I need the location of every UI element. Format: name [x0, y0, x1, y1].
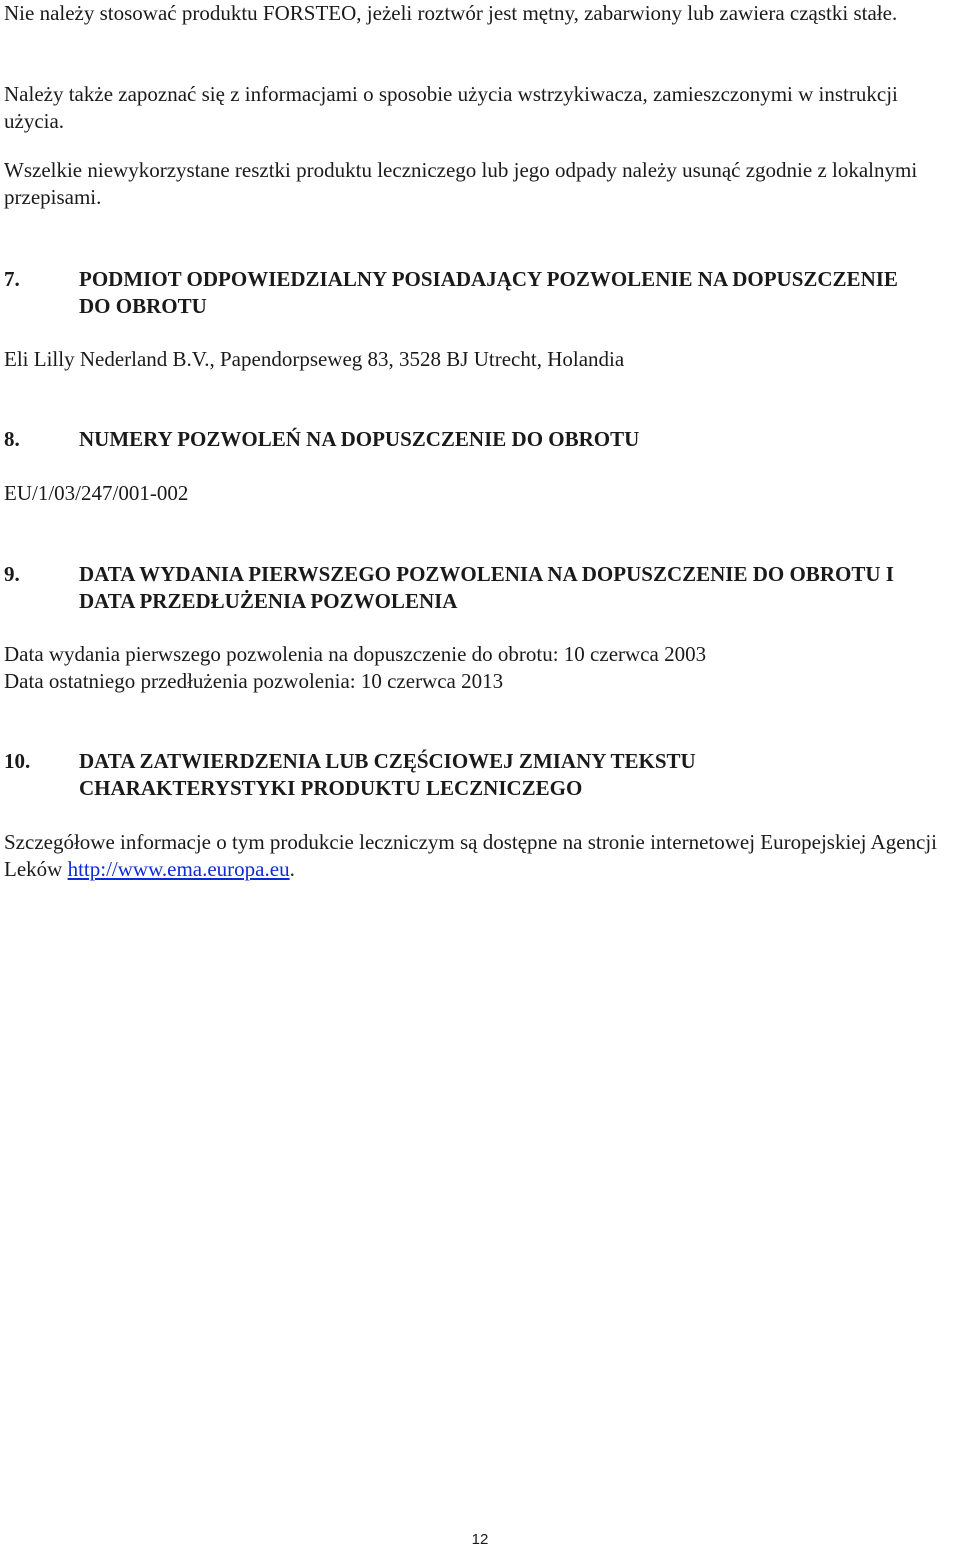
section-title: DATA ZATWIERDZENIA LUB CZĘŚCIOWEJ ZMIANY TEKSTU CHARAKTERYSTYKI PRODUKTU LECZNICZEGO — [79, 749, 696, 800]
ema-website-link[interactable]: http://www.ema.europa.eu — [67, 857, 290, 881]
section-8-heading — [4, 426, 944, 453]
section-10-heading — [4, 748, 944, 802]
section-number: 7. — [4, 267, 20, 291]
section-number: 8. — [4, 427, 20, 451]
section-10-body-end: . — [289, 857, 295, 881]
section-title: DATA WYDANIA PIERWSZEGO POZWOLENIA NA DOPUSZCZENIE DO OBROTU I DATA PRZEDŁUŻENIA POZWOLENIA — [79, 562, 894, 613]
section-9-first-authorisation: Data wydania pierwszego pozwolenia na dopuszczenie do obrotu: 10 czerwca 2003 — [4, 642, 707, 666]
section-title: PODMIOT ODPOWIEDZIALNY POSIADAJĄCY POZWOLENIE NA DOPUSZCZENIE DO OBROTU — [79, 267, 898, 318]
intro-paragraph-pen-instructions: Należy także zapoznać się z informacjami o sposobie użycia wstrzykiwacza, zamieszczonymi w instrukcji użycia. — [4, 82, 898, 133]
section-9-heading — [4, 561, 944, 615]
section-7-body: Eli Lilly Nederland B.V., Papendorpseweg 83, 3528 BJ Utrecht, Holandia — [4, 347, 625, 371]
section-title: NUMERY POZWOLEŃ NA DOPUSZCZENIE DO OBROTU — [79, 427, 640, 451]
section-number: 10. — [4, 749, 31, 773]
section-10-body — [4, 829, 958, 883]
section-number: 9. — [4, 562, 20, 586]
intro-paragraph-clarity: Nie należy stosować produktu FORSTEO, jeżeli roztwór jest mętny, zabarwiony lub zawiera cząstki stałe. — [4, 1, 898, 25]
intro-paragraph-disposal: Wszelkie niewykorzystane resztki produktu leczniczego lub jego odpady należy usunąć zgodnie z lokalnymi przepisami. — [4, 158, 918, 209]
section-7-heading — [4, 266, 944, 320]
section-9-last-renewal: Data ostatniego przedłużenia pozwolenia: 10 czerwca 2013 — [4, 669, 504, 693]
section-8-body: EU/1/03/247/001-002 — [4, 481, 189, 505]
page-number: 12 — [471, 1531, 489, 1548]
section-10-body-text: Szczegółowe informacje o tym produkcie leczniczym są dostępne na stronie internetowej Europejskiej Agencji Leków — [4, 830, 938, 881]
